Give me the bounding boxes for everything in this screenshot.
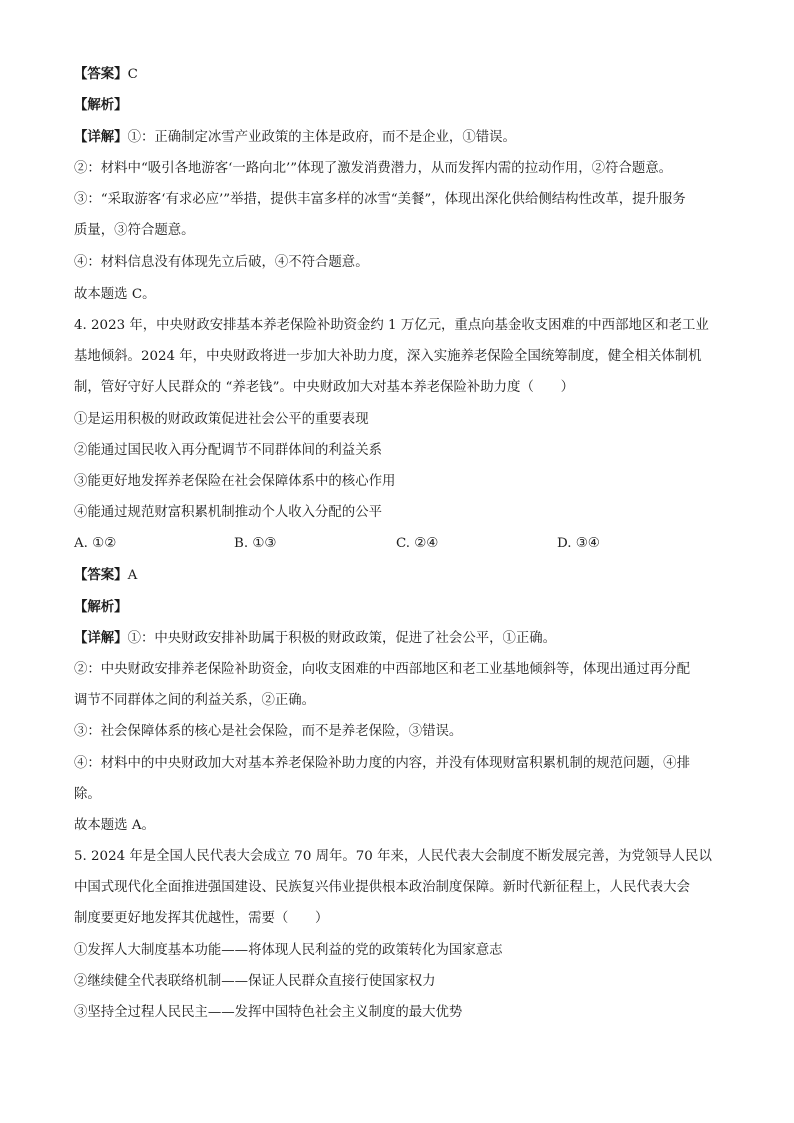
q4-statement-3: ③能更好地发挥养老保险在社会保障体系中的核心作用 xyxy=(74,474,396,489)
answer-value: A xyxy=(127,568,138,583)
q4-answer xyxy=(74,565,137,586)
q4-stem-line-1: 4. 2023 年，中央财政安排基本养老保险补助资金约 1 万亿元，重点向基金收支困难的中西部地区和老工业 xyxy=(74,318,709,333)
q4-option-a: A. ①② xyxy=(74,536,117,551)
q4-detail-line-5: ④：材料中的中央财政加大对基本养老保险补助力度的内容，并没有体现财富积累机制的规范问题，④排 xyxy=(74,756,690,771)
q3-detail-line-4: 质量，③符合题意。 xyxy=(74,223,195,238)
q3-conclusion: 故本题选 C。 xyxy=(74,287,156,302)
answer-label: 【答案】 xyxy=(74,567,128,583)
q4-option-c: C. ②④ xyxy=(396,536,439,551)
detail-label: 【详解】 xyxy=(74,129,128,145)
detail-label: 【详解】 xyxy=(74,630,128,646)
q5-statement-2: ②继续健全代表联络机制——保证人民群众直接行使国家权力 xyxy=(74,974,436,989)
q5-stem-line-3: 制度要更好地发挥其优越性，需要（ ） xyxy=(74,911,329,926)
q3-analysis-label: 【解析】 xyxy=(74,97,128,113)
q3-detail-line-2: ②：材料中“吸引各地游客‘一路向北’”体现了激发消费潜力，从而发挥内需的拉动作用，②符合题意。 xyxy=(74,161,672,176)
q3-detail-line-1: 【详解】①：正确制定冰雪产业政策的主体是政府，而不是企业，①错误。 xyxy=(74,129,516,145)
q3-detail-line-3: ③：“采取游客‘有求必应’”举措，提供丰富多样的冰雪“美餐”，体现出深化供给侧结构性改革，提升服务 xyxy=(74,192,686,207)
q4-detail-line-4: ③：社会保障体系的核心是社会保险，而不是养老保险，③错误。 xyxy=(74,724,463,739)
q4-conclusion: 故本题选 A。 xyxy=(74,818,155,833)
answer-label: 【答案】 xyxy=(74,66,128,82)
q5-stem-line-1: 5. 2024 年是全国人民代表大会成立 70 周年。70 年来，人民代表大会制度不断发展完善，为党领导人民以 xyxy=(74,849,712,864)
q4-detail-line-3: 调节不同群体之间的利益关系，②正确。 xyxy=(74,693,316,708)
q5-stem-line-2: 中国式现代化全面推进强国建设、民族复兴伟业提供根本政治制度保障。新时代新征程上，人民代表大会 xyxy=(74,880,690,895)
q4-option-b: B. ①③ xyxy=(234,536,277,551)
q3-answer xyxy=(74,64,138,85)
q3-detail-line-5: ④：材料信息没有体现先立后破，④不符合题意。 xyxy=(74,255,369,270)
q5-statement-1: ①发挥人大制度基本功能——将体现人民利益的党的政策转化为国家意志 xyxy=(74,943,503,958)
q4-stem-line-3: 制，管好守好人民群众的 “养老钱”。中央财政加大对基本养老保险补助力度（ ） xyxy=(74,380,575,395)
q4-detail-line-2: ②：中央财政安排养老保险补助资金，向收支困难的中西部地区和老工业基地倾斜等，体现出通过再分配 xyxy=(74,662,690,677)
q4-statement-1: ①是运用积极的财政政策促进社会公平的重要表现 xyxy=(74,412,369,427)
q4-detail-line-6: 除。 xyxy=(74,787,101,802)
q4-detail-line-1: 【详解】①：中央财政安排补助属于积极的财政政策，促进了社会公平，①正确。 xyxy=(74,630,557,646)
answer-value: C xyxy=(127,67,138,82)
q4-statement-4: ④能通过规范财富积累机制推动个人收入分配的公平 xyxy=(74,505,382,520)
q5-statement-3: ③坚持全过程人民民主——发挥中国特色社会主义制度的最大优势 xyxy=(74,1005,463,1020)
q4-analysis-label: 【解析】 xyxy=(74,599,128,615)
q4-statement-2: ②能通过国民收入再分配调节不同群体间的利益关系 xyxy=(74,443,382,458)
q4-stem-line-2: 基地倾斜。2024 年，中央财政将进一步加大补助力度，深入实施养老保险全国统筹制度，健全相关体制机 xyxy=(74,349,702,364)
q4-option-d: D. ③④ xyxy=(557,536,600,551)
